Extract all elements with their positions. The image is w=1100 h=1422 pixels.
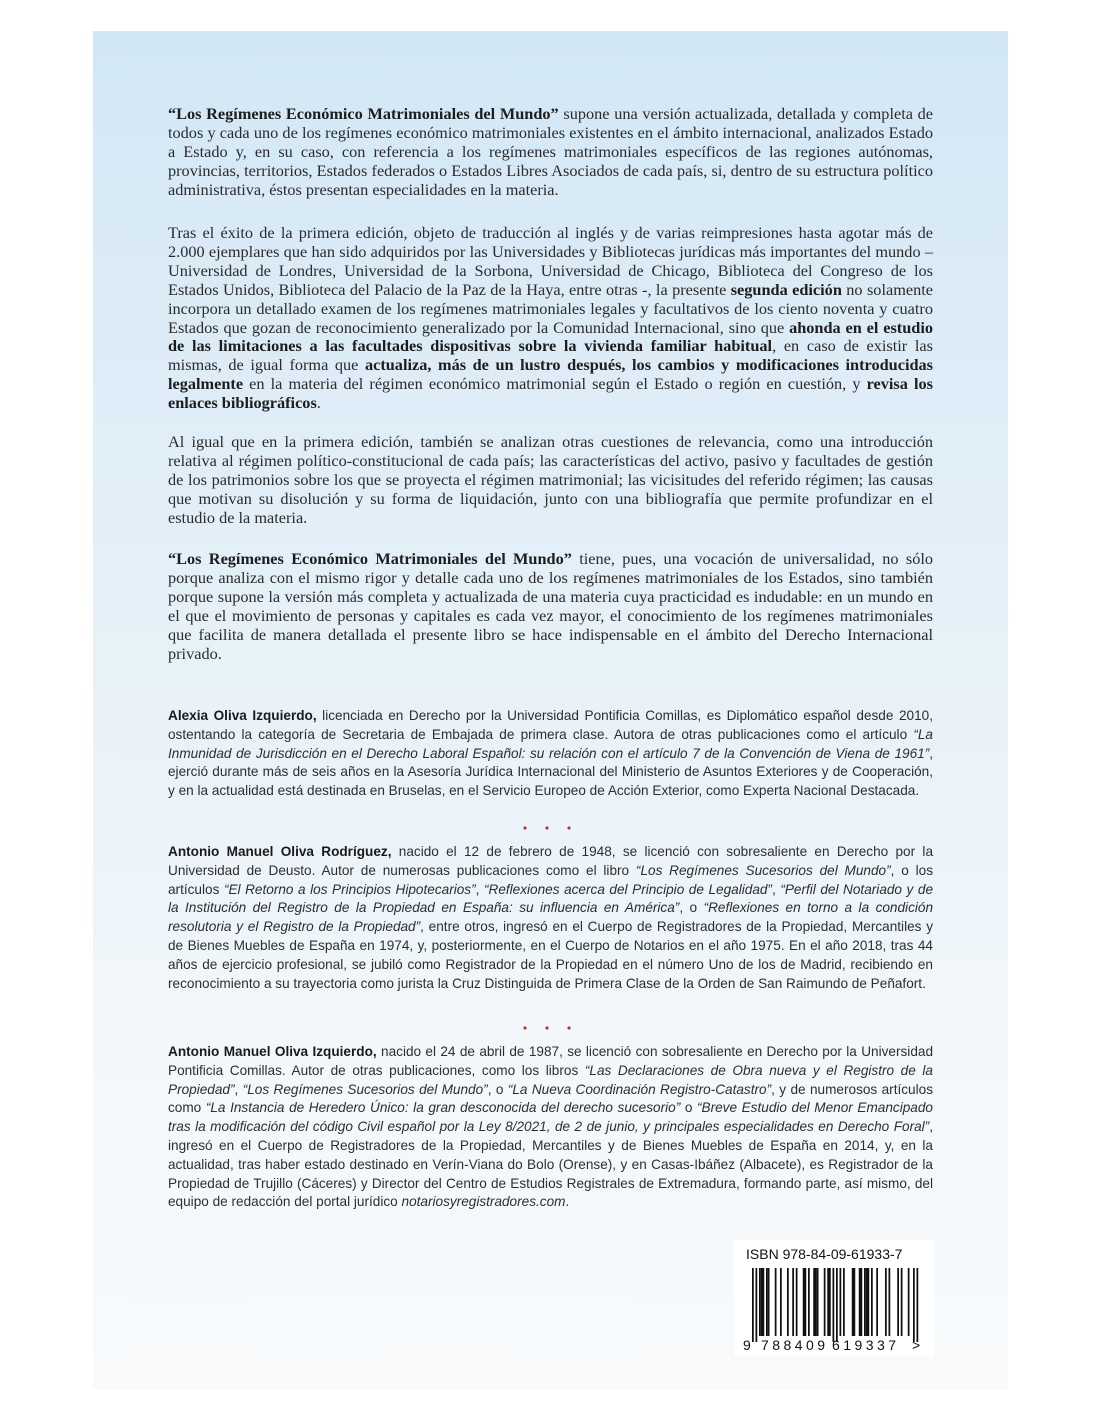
barcode-bar [817,1268,819,1336]
barcode-bar [796,1268,798,1336]
barcode-bar [836,1268,838,1342]
isbn-barcode-box [734,1240,934,1356]
description-paragraph-1: “Los Regímenes Económico Matrimoniales del Mundo” supone una versión actualizada, detallada y completa de todos y cada uno de los regímenes económico matrimoniales existentes en el ámbito internacional, analizados Estado a Estado y, en su caso, con referencia a los regímenes matrimoniales específicos de las regiones autónomas, provincias, territorios, Estados federados o Estados Libres Asociados de cada país, si, dentro de su estructura político administrativa, éstos presentan especialidades en la materia. [168,104,934,199]
barcode-bar [805,1268,807,1336]
barcode-bar [864,1268,866,1336]
barcode-bar [871,1268,873,1336]
barcode-digits-right: 619337 [832,1337,896,1353]
barcode-bar [775,1268,777,1336]
barcode-bar [854,1268,856,1336]
separator-dots: • • • [521,1022,579,1035]
barcode-bar [766,1268,768,1336]
barcode-bar [889,1268,891,1336]
barcode-bar [908,1268,910,1336]
barcode-bar [829,1268,831,1336]
barcode-bar [866,1268,868,1336]
barcode-bar [885,1268,887,1336]
barcode-bar [852,1268,854,1336]
author-name: Antonio Manuel Oliva Izquierdo, [168,1044,377,1059]
barcode-bar [827,1268,829,1336]
author-bio-alexia: Alexia Oliva Izquierdo, licenciada en Derecho por la Universidad Pontificia Comillas, es Diplomático español desde 2010, ostentando la categoría de Secretaria de Embajada de primera clase. Autora de otras publicaciones como el artículo “La Inmunidad de Jurisdicción en el Derecho Laboral Español: su relación con el artículo 7 de la Convención de Viena de 1961”, ejerció durante más de seis años en la Asesoría Jurídica Internacional del Ministerio de Asuntos Exteriores y de Cooperación, y en la actualidad está destinada en Bruselas, en el Servicio Europeo de Acción Exterior, como Experta Nacional Destacada. [168,708,933,799]
barcode-bar [840,1268,842,1336]
barcode-digit-prefix: 9 [743,1337,751,1353]
author-bio-antonio-izquierdo: Antonio Manuel Oliva Izquierdo, nacido el 24 de abril de 1987, se licenció con sobresaliente en Derecho por la Universidad Pontificia Comillas. Autor de otras publicaciones, como los libros “Las Declaraciones de Obra nueva y el Registro de la Propiedad”, “Los Regímenes Sucesorios del Mundo”, o “La Nueva Coordinación Registro-Catastro”, y de numerosos artículos como “La Instancia de Heredero Único: la gran desconocida del derecho sucesorio” o “Breve Estudio del Menor Emancipado tras la modificación del código Civil español por la Ley 8/2021, de 2 de junio, y principales especialidades en Derecho Foral”, ingresó en el Cuerpo de Registradores de la Propiedad, Mercantiles y de Bienes Muebles de España en 2014, y, en la actualidad, tras haber estado destinado en Verín-Viana do Bolo (Orense), y en Casas-Ibáñez (Albacete), es Registrador de la Propiedad de Trujillo (Cáceres) y Director del Centro de Estudios Registrales de Extremadura, formando parte, así mismo, del equipo de redacción del portal jurídico notariosyregistradores.com. [168,1044,934,1210]
barcode-bar [792,1268,794,1336]
barcode-bar [876,1268,878,1336]
description-paragraph-4: “Los Regímenes Económico Matrimoniales del Mundo” tiene, pues, una vocación de universalidad, no sólo porque analiza con el mismo rigor y detalle cada uno de los regímenes matrimoniales de los Estados, sino también porque supone la versión más completa y actualizada de una materia cuya practicidad es indudable: en un mundo en el que el movimiento de personas y capitales es cada vez mayor, el conocimiento de los regímenes matrimoniales que facilita de manera detallada el presente libro se hace indispensable en el ámbito del Derecho Internacional privado. [168,549,934,663]
barcode-bar [843,1268,845,1336]
barcode-bar [752,1268,754,1342]
barcode-bar [768,1268,770,1336]
description-paragraph-2: Tras el éxito de la primera edición, objeto de traducción al inglés y de varias reimpresiones hasta agotar más de 2.000 ejemplares que han sido adquiridos por las Universidades y Bibliotecas jurídicas más importantes del mundo – Universidad de Londres, Universidad de la Sorbona, Universidad de Chicago, Biblioteca del Congreso de los Estados Unidos, Biblioteca del Palacio de la Paz de la Haya, entre otras -, la presente segunda edición no solamente incorpora un detallado examen de los regímenes matrimoniales legales y facultativos de los ciento noventa y cuatro Estados que gozan de reconocimiento generalizado por la Comunidad Internacional, sino que ahonda en el estudio de las limitaciones a las facultades dispositivas sobre la vivienda familiar habitual, en caso de existir las mismas, de igual forma que actualiza, más de un lustro después, los cambios y modificaciones introducidas legalmente en la materia del régimen económico matrimonial según el Estado o región en cuestión, y revisa los enlaces bibliográficos. [168,223,933,413]
barcode-bar [756,1268,758,1342]
barcode-bar [808,1268,810,1336]
barcode-bar [833,1268,835,1342]
description-paragraph-3: Al igual que en la primera edición, también se analizan otras cuestiones de relevancia, como una introducción relativa al régimen político-constitucional de cada país; las características del activo, pasivo y facultades de gestión de los patrimonios sobre los que se proyecta el régimen matrimonial; las vicisitudes del referido régimen; las causas que motivan su disolución y su forma de liquidación, junto con una bibliografía que permite profundizar en el estudio de la materia. [168,432,933,527]
barcode-bars [752,1268,918,1342]
isbn-label: ISBN 978-84-09-61933-7 [746,1246,903,1262]
barcode-bar [824,1268,826,1336]
barcode-bar [813,1268,815,1336]
barcode-bar [759,1268,761,1336]
barcode-bar [803,1268,805,1336]
author-name: Antonio Manuel Oliva Rodríguez, [168,844,392,859]
barcode-bar [901,1268,903,1336]
barcode-bar [868,1268,870,1336]
author-bio-antonio-rodriguez: Antonio Manuel Oliva Rodríguez, nacido el 12 de febrero de 1948, se licenció con sobresaliente en Derecho por la Universidad de Deusto. Autor de numerosas publicaciones como el libro “Los Regímenes Sucesorios del Mundo”, o los artículos “El Retorno a los Principios Hipotecarios”, “Reflexiones acerca del Principio de Legalidad”, “Perfil del Notariado y de la Institución del Registro de la Propiedad en España: su influencia en América”, o “Reflexiones en torno a la condición resolutoria y el Registro de la Propiedad”, entre otros, ingresó en el Cuerpo de Registradores de la Propiedad, Mercantiles y de Bienes Muebles de España en 1974, y, posteriormente, en el Cuerpo de Notarios en el año 1975. En el año 2018, tras 44 años de ejercicio profesional, se jubiló como Registrador de la Propiedad en el número Uno de los de Madrid, recibiendo en reconocimiento a su trayectoria como jurista la Cruz Distinguida de Primera Clase de la Orden de San Raimundo de Peñafort. [168,844,934,991]
barcode [740,1266,930,1354]
barcode-bar [815,1268,817,1336]
barcode-bar [859,1268,861,1336]
barcode-bar [787,1268,789,1336]
separator-dots: • • • [521,822,579,835]
barcode-bar [780,1268,782,1336]
barcode-bar [761,1268,763,1336]
barcode-bar [897,1268,899,1336]
barcode-digit-suffix: > [912,1337,921,1353]
barcode-bar [913,1268,915,1342]
barcode-bar [917,1268,919,1342]
author-name: Alexia Oliva Izquierdo, [168,708,317,723]
barcode-bar [861,1268,863,1336]
barcode-bar [763,1268,765,1336]
barcode-digits-left: 788409 [761,1337,825,1353]
